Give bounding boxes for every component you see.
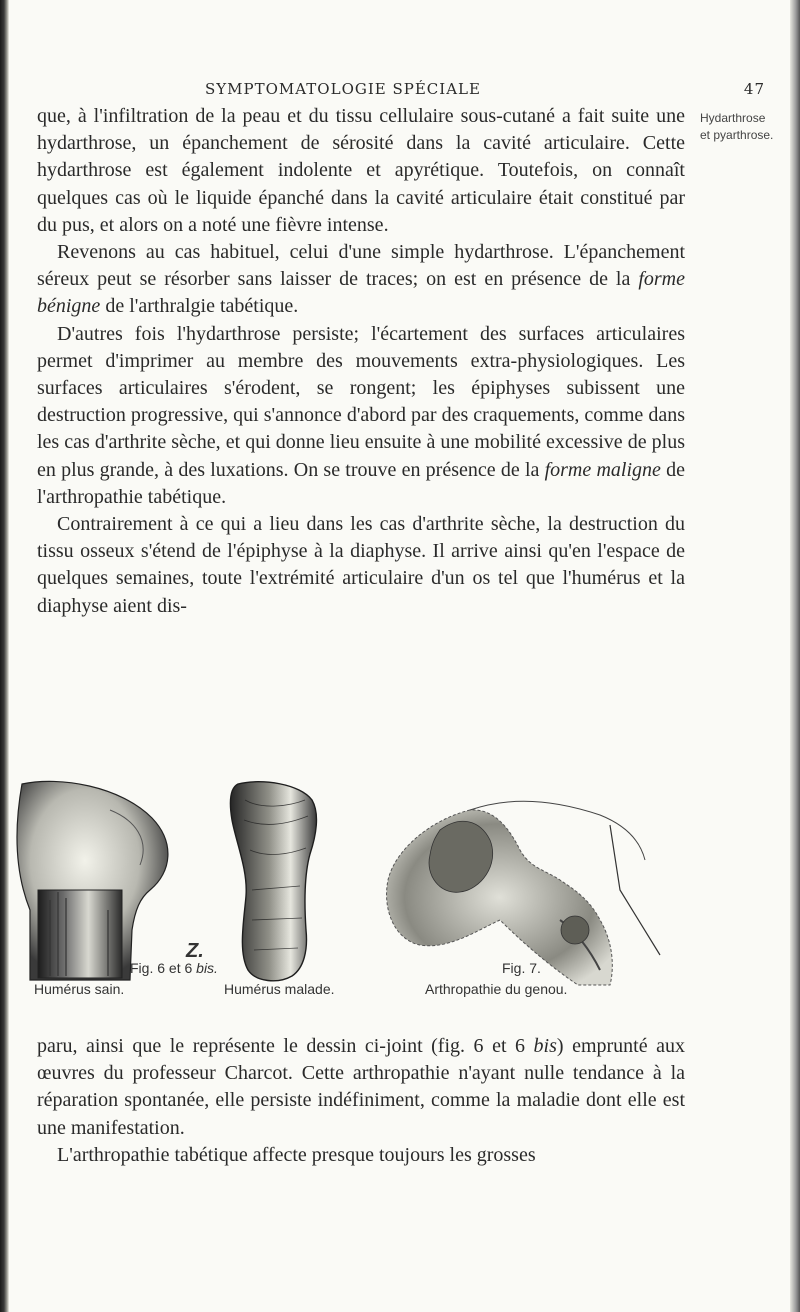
paragraph-5-text-a: paru, ainsi que le représente le dessin ci-joint (fig. 6 et 6	[37, 1035, 534, 1057]
paragraph-3-text-b: de l'arthropathie tabétique.	[37, 458, 685, 508]
humerus-malade-drawing	[230, 782, 316, 981]
figures-block	[0, 780, 800, 1016]
paragraph-2	[37, 239, 685, 321]
fig7-label: Fig. 7.	[502, 960, 541, 976]
paragraph-2-text-a: Revenons au cas habituel, celui d'une simple hydarthrose. L'épanchement séreux peut se résorber sans laisser de traces; on est en présence de la	[37, 241, 685, 291]
running-title: SYMPTOMATOLOGIE SPÉCIALE	[205, 80, 481, 98]
body-text-bottom	[37, 1033, 685, 1169]
fig6-label-emphasis: bis.	[196, 960, 218, 976]
paragraph-5-text-b: ) emprunté aux œuvres du professeur Charcot. Cette arthropathie n'ayant nulle tendance à la réparation spontanée, elle persiste indéfiniment, comme la maladie dont elle est une manifestation.	[37, 1035, 685, 1139]
page-right-edge	[790, 0, 800, 1312]
fig6-mark: Z.	[186, 940, 204, 962]
margin-note-line-2: et pyarthrose.	[700, 128, 774, 142]
paragraph-4: Contrairement à ce qui a lieu dans les cas d'arthrite sèche, la destruction du tissu osseux s'étend de l'épiphyse à la diaphyse. Il arrive ainsi qu'en l'espace de quelques semaines, toute l'extrémité articulaire d'un os tel que l'humérus et la diaphyse aient dis-	[37, 513, 685, 617]
fig7-caption: Arthropathie du genou.	[425, 981, 568, 997]
fig6-caption-left: Humérus sain.	[34, 981, 125, 997]
paragraph-2-emphasis: forme bénigne	[37, 268, 685, 318]
paragraph-2-text-b: de l'arthralgie tabétique.	[100, 295, 299, 318]
paragraph-5	[37, 1033, 685, 1142]
fig6-caption-right: Humérus malade.	[224, 981, 335, 997]
paragraph-3	[37, 321, 685, 511]
genou-arthropathie-drawing	[387, 801, 660, 985]
page-number: 47	[743, 80, 765, 98]
body-text-top	[37, 103, 685, 620]
paragraph-6: L'arthropathie tabétique affecte presque toujours les grosses	[57, 1143, 536, 1166]
fig6-label	[130, 960, 218, 976]
paragraph-5-emphasis: bis	[533, 1035, 557, 1057]
fig6-label-text: Fig. 6 et 6	[130, 960, 193, 976]
humerus-sain-drawing	[17, 781, 168, 980]
margin-note-line-1: Hydarthrose	[700, 111, 766, 125]
page-binding-edge	[0, 0, 9, 1312]
paragraph-3-text-a: D'autres fois l'hydarthrose persiste; l'écartement des surfaces articulaires permet d'imprimer au membre des mouvements extra-physiologiques. Les surfaces articulaires s'érodent, se rongent; les épiphyses subissent une destruction progressive, qui s'annonce d'abord par des craquements, comme dans les cas d'arthrite sèche, et qui donne lieu ensuite à une mobilité excessive de plus en plus grande, à des luxations. On se trouve en présence de la	[37, 322, 685, 481]
margin-note	[700, 110, 795, 144]
paragraph-1: que, à l'infiltration de la peau et du tissu cellulaire sous-cutané a fait suite une hydarthrose, un épanchement de sérosité dans la cavité articulaire. Cette hydarthrose est également indolente et apyrétique. Toutefois, on connaît quelques cas où le liquide épanché dans la cavité articulaire était constitué par du pus, et alors on a noté une fièvre intense.	[37, 105, 685, 236]
paragraph-3-emphasis: forme maligne	[544, 458, 661, 481]
